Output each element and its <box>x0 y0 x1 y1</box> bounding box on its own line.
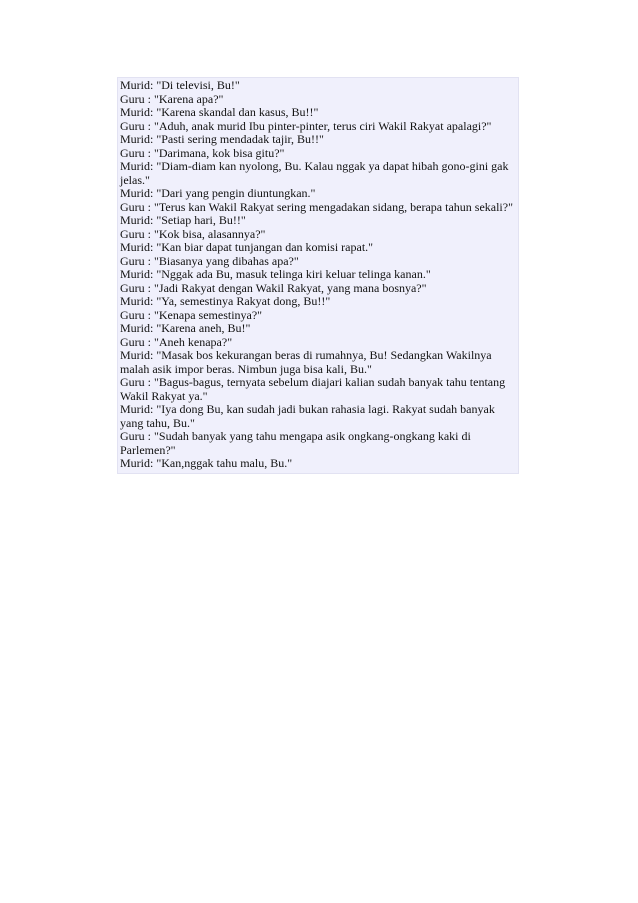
dialogue-line: Guru : "Aduh, anak murid Ibu pinter-pinter, terus ciri Wakil Rakyat apalagi?" <box>120 118 492 133</box>
dialogue-line: Guru : "Bagus-bagus, ternyata sebelum diajari kalian sudah banyak tahu tentang Wakil Rakyat ya." <box>120 375 506 403</box>
dialogue-line: Guru : "Aneh kenapa?" <box>120 334 233 349</box>
dialogue-line: Guru : "Jadi Rakyat dengan Wakil Rakyat, yang mana bosnya?" <box>120 280 427 295</box>
dialogue-line: Murid: "Dari yang pengin diuntungkan." <box>120 186 316 200</box>
dialogue-text-block <box>117 77 519 474</box>
dialogue-line: Murid: "Kan,nggak tahu malu, Bu." <box>120 456 293 470</box>
dialogue-line: Murid: "Di televisi, Bu!" <box>120 78 240 92</box>
dialogue-line: Guru : "Sudah banyak yang tahu mengapa asik ongkang-ongkang kaki di Parlemen?" <box>120 429 471 457</box>
dialogue-line: Guru : "Biasanya yang dibahas apa?" <box>120 253 299 268</box>
dialogue-line: Guru : "Kenapa semestinya?" <box>120 307 263 322</box>
dialogue-line: Guru : "Terus kan Wakil Rakyat sering mengadakan sidang, berapa tahun sekali?" <box>120 199 513 214</box>
dialogue-line: Murid: "Nggak ada Bu, masuk telinga kiri keluar telinga kanan." <box>120 267 431 281</box>
dialogue-line: Guru : "Kok bisa, alasannya?" <box>120 226 266 241</box>
dialogue-line: Guru : "Karena apa?" <box>120 91 224 106</box>
dialogue-line: Murid: "Setiap hari, Bu!!" <box>120 213 246 227</box>
dialogue-line: Guru : "Darimana, kok bisa gitu?" <box>120 145 285 160</box>
dialogue-line: Murid: "Diam-diam kan nyolong, Bu. Kalau nggak ya dapat hibah gono-gini gak jelas." <box>120 159 509 187</box>
dialogue-line: Murid: "Iya dong Bu, kan sudah jadi bukan rahasia lagi. Rakyat sudah banyak yang tahu, Bu." <box>120 402 495 430</box>
dialogue-line: Murid: "Kan biar dapat tunjangan dan komisi rapat." <box>120 240 374 254</box>
dialogue-line: Murid: "Masak bos kekurangan beras di rumahnya, Bu! Sedangkan Wakilnya malah asik impor beras. Nimbun juga bisa kali, Bu." <box>120 348 492 376</box>
dialogue-line: Murid: "Karena skandal dan kasus, Bu!!" <box>120 105 319 119</box>
dialogue-line: Murid: "Pasti sering mendadak tajir, Bu!!" <box>120 132 324 146</box>
dialogue-line: Murid: "Karena aneh, Bu!" <box>120 321 251 335</box>
dialogue-line: Murid: "Ya, semestinya Rakyat dong, Bu!!" <box>120 294 331 308</box>
